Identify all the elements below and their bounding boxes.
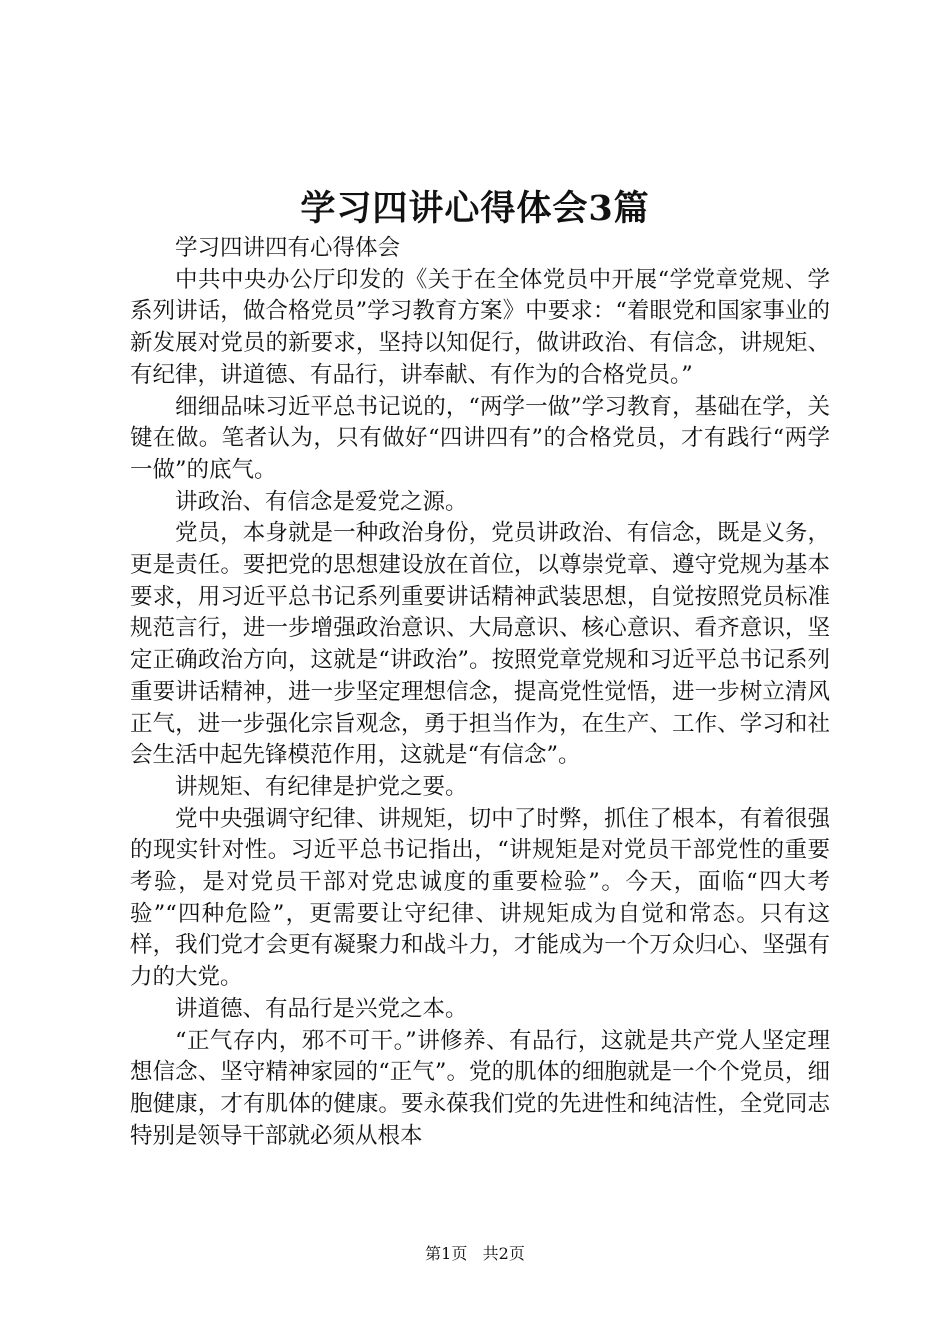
paragraph: 中共中央办公厅印发的《关于在全体党员中开展“学党章党规、学系列讲话，做合格党员”学习教育方案》中要求：“着眼党和国家事业的新发展对党员的新要求，坚持以知促行，做讲政治、有信念，讲规矩、有纪律，讲道德、有品行，讲奉献、有作为的合格党员。” [130, 266, 830, 388]
document-title: 学习四讲心得体会3篇 [300, 188, 650, 229]
section-heading: 讲规矩、有纪律是护党之要。 [175, 773, 468, 800]
paragraph: 党员，本身就是一种政治身份，党员讲政治、有信念，既是义务，更是责任。要把党的思想建设放在首位，以尊崇党章、遵守党规为基本要求，用习近平总书记系列重要讲话精神武装思想，自觉按照党员标准规范言行，进一步增强政治意识、大局意识、核心意识、看齐意识，坚定正确政治方向，这就是“讲政治”。按照党章党规和习近平总书记系列重要讲话精神，进一步坚定理想信念，提高党性觉悟，进一步树立清风正气，进一步强化宗旨观念，勇于担当作为，在生产、工作、学习和社会生活中起先锋模范作用，这就是“有信念”。 [130, 520, 830, 769]
paragraph: 细细品味习近平总书记说的，“两学一做”学习教育，基础在学，关键在做。笔者认为，只有做好“四讲四有”的合格党员，才有践行“两学一做”的底气。 [130, 393, 830, 483]
page-total: 共2页 [482, 1244, 525, 1263]
document-body [130, 233, 830, 1152]
page-number: 第1页 [425, 1244, 468, 1263]
section-heading: 讲政治、有信念是爱党之源。 [175, 488, 468, 515]
paragraph: “正气存内，邪不可干。”讲修养、有品行，这就是共产党人坚定理想信念、坚守精神家园的“正气”。党的肌体的细胞就是一个个党员，细胞健康，才有肌体的健康。要永葆我们党的先进性和纯洁性，全党同志特别是领导干部就必须从根本 [130, 1027, 830, 1149]
paragraph: 学习四讲四有心得体会 [175, 235, 401, 261]
section-heading: 讲道德、有品行是兴党之本。 [175, 995, 468, 1022]
page-footer [0, 1243, 950, 1265]
paragraph: 党中央强调守纪律、讲规矩，切中了时弊，抓住了根本，有着很强的现实针对性。习近平总书记指出，“讲规矩是对党员干部党性的重要考验，是对党员干部对党忠诚度的重要检验”。今天，面临“四大考验”“四种危险”，更需要让守纪律、讲规矩成为自觉和常态。只有这样，我们党才会更有凝聚力和战斗力，才能成为一个万众归心、坚强有力的大党。 [130, 805, 830, 991]
